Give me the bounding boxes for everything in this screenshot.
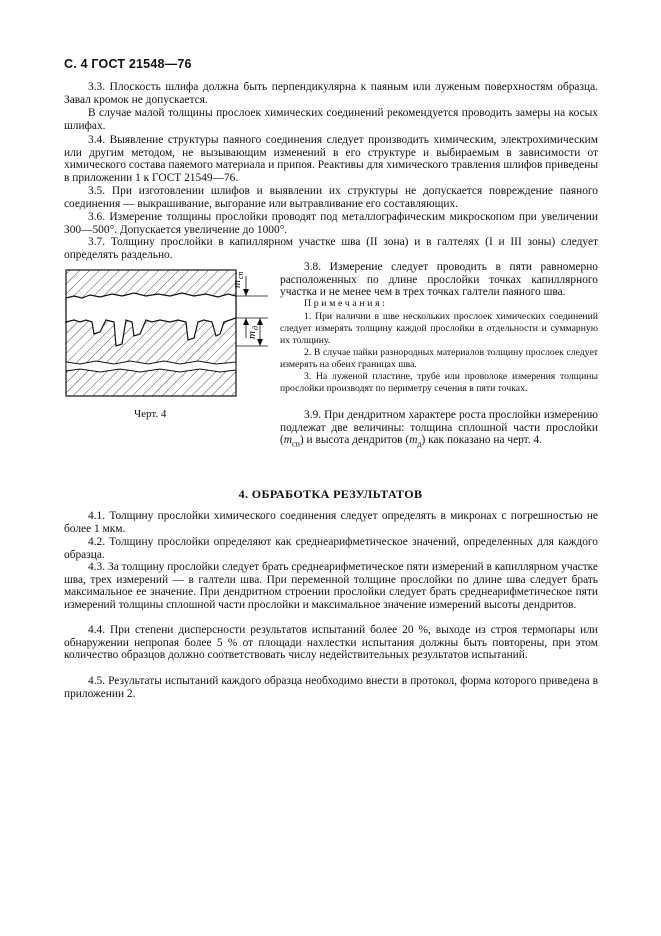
label-m-d: m <box>246 331 258 339</box>
paragraph-4-4: 4.4. При степени дисперсности результатов испытаний более 20 %, выходе из строя термопары или обнаружении непропая более 5 % от площади нахлестки испытания должны быть повторены, при этом количество образцов должно соответствовать числу недействительных результатов испытаний. <box>64 624 598 662</box>
paragraph-3-4: 3.4. Выявление структуры паяного соединения следует производить химическим, электрохимическим или другим методом, не вызывающим изменений в его структуре и выбираемым в зависимости от химического состава паяемого материала и припоя. Реактивы для химического травления шлифов приведены в приложении 1 к ГОСТ 21549—76. <box>64 134 598 185</box>
page-header: С. 4 ГОСТ 21548—76 <box>64 57 192 71</box>
figure-caption: Черт. 4 <box>134 408 167 420</box>
paragraph-3-9 <box>280 409 598 451</box>
label-m-sp-sub: сп <box>236 271 245 279</box>
note-1: 1. При наличии в шве нескольких прослоек химических соединений следует измерять толщину каждой прослойки в отдельности и суммарную их толщину. <box>280 311 598 346</box>
paragraph-3-5: 3.5. При изготовлении шлифов и выявлении их структуры не допускается повреждение паяного соединения — выкрашивание, выгорание или вытравливание его составляющих. <box>64 185 598 210</box>
base-metal-section <box>66 270 236 396</box>
paragraph-4-1: 4.1. Толщину прослойки химического соединения следует определять в микронах с погрешностью не более 1 мкм. <box>64 510 598 535</box>
paragraph-3-3: 3.3. Плоскость шлифа должна быть перпендикулярна к паяным или луженым поверхностям образца. Завал кромок не допускается. <box>64 81 598 106</box>
paragraph-4-2: 4.2. Толщину прослойки определяют как среднеарифметическое значений, определенных для каждого образца. <box>64 536 598 561</box>
paragraph-3-7: 3.7. Толщину прослойки в капиллярном участке шва (II зона) и в галтелях (I и III зоны) следует определять раздельно. <box>64 236 598 261</box>
p39-text-c: ) как показано на черт. 4. <box>421 434 543 447</box>
note-3: 3. На луженой пластине, трубе или проволоке измерения толщины прослойки производят по периметру сечения в пяти точках. <box>280 371 598 394</box>
notes-title: Примечания: <box>304 298 388 309</box>
note-2: 2. В случае пайки разнородных материалов толщину прослоек следует измерять на обеих границах шва. <box>280 347 598 370</box>
section-4-title: 4. ОБРАБОТКА РЕЗУЛЬТАТОВ <box>238 487 423 501</box>
label-m-d-sub: д <box>251 325 260 330</box>
p39-sub-sp: сп <box>292 439 300 449</box>
paragraph-4-3: 4.3. За толщину прослойки следует брать среднеарифметическое пяти измерений в капиллярном участке шва, трех измерений — в галтели шва. При переменной толщине прослойки по длине шва следует брать максимальное ее значение. При дендритном строении прослойки следует брать среднеарифметическое пяти измерений толщины сплошной части прослойки и максимальное значение измерений высоты дендритов. <box>64 561 598 612</box>
paragraph-3-6: 3.6. Измерение толщины прослойки проводят под металлографическим микроскопом при увеличении 300—500°. Допускается увеличение до 1000°. <box>64 211 598 236</box>
figure-4-drawing <box>60 260 280 400</box>
p39-sub-d: д <box>417 439 422 449</box>
paragraph-3-8: 3.8. Измерение следует проводить в пяти равномерно расположенных по длине прослойки точках капиллярного участка и не менее чем в трех точках галтели паяного шва. <box>280 261 598 299</box>
paragraph-3-3-b: В случае малой толщины прослоек химических соединений рекомендуется проводить замеры на косых шлифах. <box>64 107 598 132</box>
p39-text-a: 3.9. При дендритном характере роста прослойки измерению подлежат две величины: толщина сплошной части прослойки ( <box>280 409 598 447</box>
label-m-sp: m <box>231 280 243 288</box>
p39-symbol-sp: m <box>283 434 293 447</box>
paragraph-4-5: 4.5. Результаты испытаний каждого образца необходимо внести в протокол, форма которого приведена в приложении 2. <box>64 675 598 700</box>
p39-symbol-d: m <box>409 434 418 447</box>
p39-text-b: ) и высота дендритов ( <box>299 434 410 447</box>
